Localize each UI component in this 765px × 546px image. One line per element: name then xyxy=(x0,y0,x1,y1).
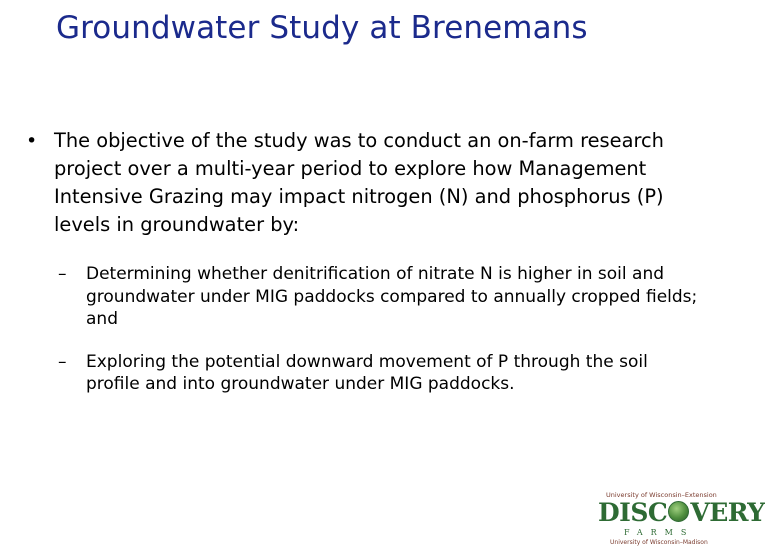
discovery-farms-logo xyxy=(598,488,765,546)
logo-top-text: University of Wisconsin–Extension xyxy=(606,491,717,499)
sub-bullet-marker: – xyxy=(58,264,67,284)
sub-bullet-text: Exploring the potential downward movement of P through the soil profile and into groundwater under MIG paddocks. xyxy=(86,351,648,394)
bullet-item xyxy=(24,127,704,239)
logo-bottom-text: University of Wisconsin–Madison xyxy=(610,539,708,546)
sub-bullet-item xyxy=(24,351,704,396)
logo-main-text xyxy=(598,498,765,527)
logo-farms-text: FARMS xyxy=(624,528,695,537)
sub-bullet-marker: – xyxy=(58,351,67,372)
globe-icon xyxy=(668,501,689,522)
logo-main-end: VERY xyxy=(690,498,765,527)
sub-bullet-item xyxy=(24,263,704,331)
logo-main-start: DISC xyxy=(598,498,668,527)
sub-bullet-text: Determining whether denitrification of nitrate N is higher in soil and groundwater under MIG paddocks compared to annually cropped fields; and xyxy=(86,264,698,329)
bullet-marker: • xyxy=(26,130,38,152)
slide-body xyxy=(24,127,704,396)
slide-title: Groundwater Study at Brenemans xyxy=(56,10,588,46)
bullet-text: The objective of the study was to conduct an on-farm research project over a multi-year period to explore how Management Intensive Grazing may impact nitrogen (N) and phosphorus (P) levels in groundwater by: xyxy=(54,129,664,236)
